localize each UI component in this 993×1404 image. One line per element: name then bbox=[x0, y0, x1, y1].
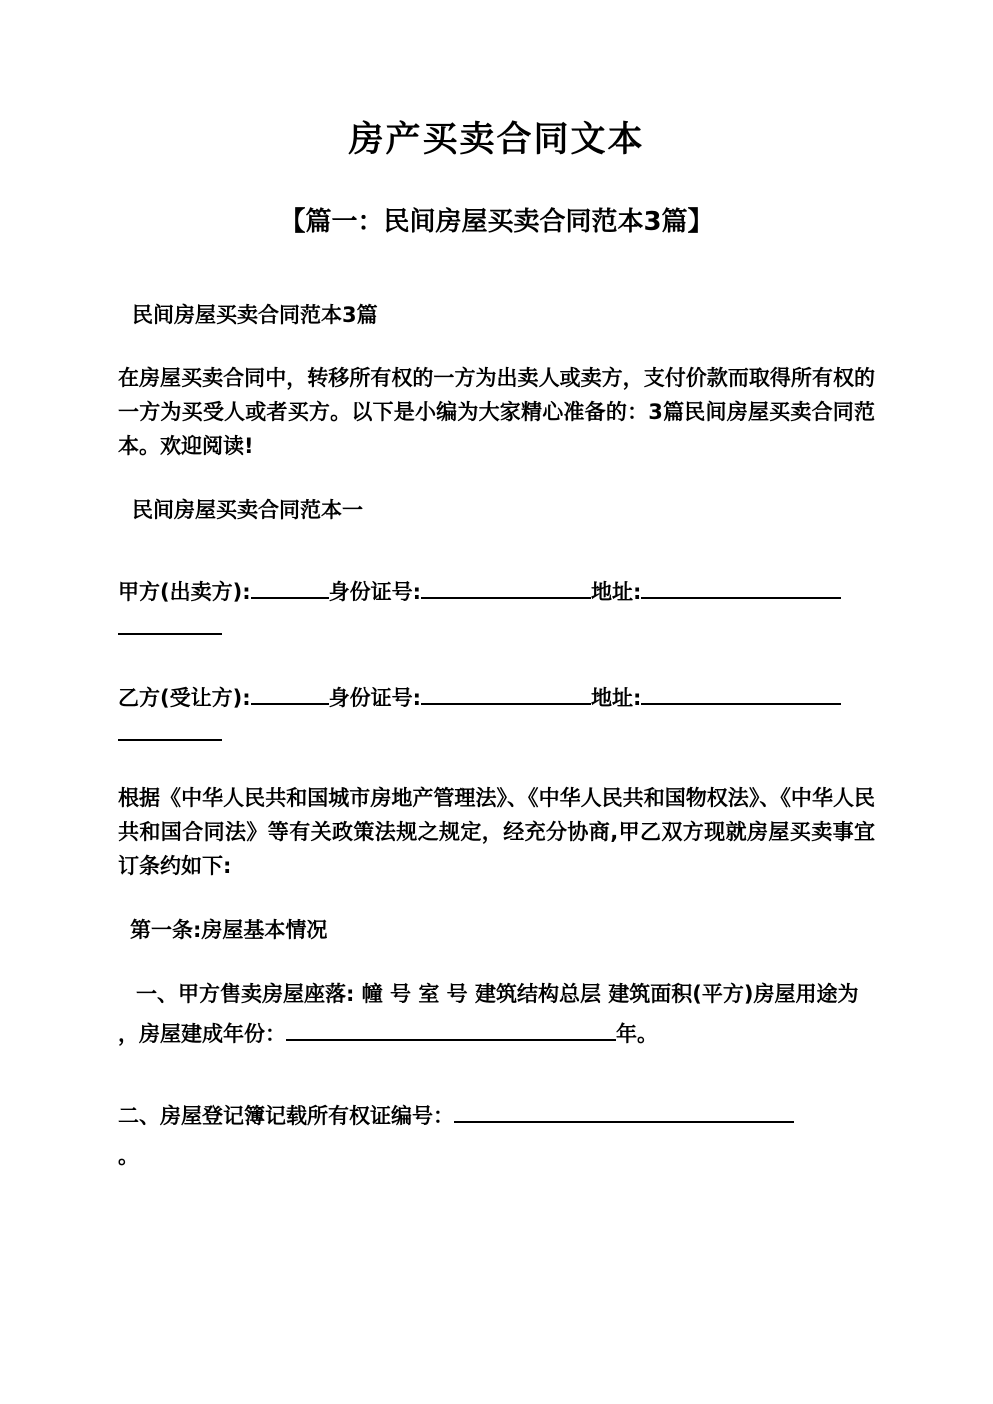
party-a-address-label: 地址: bbox=[591, 579, 642, 604]
party-b-address-blank-2 bbox=[118, 717, 222, 741]
party-a-address-blank bbox=[641, 575, 841, 599]
party-a-label: 甲方(出卖方): bbox=[118, 579, 251, 604]
party-a-name-blank bbox=[251, 575, 329, 599]
basis-paragraph: 根据《中华人民共和国城市房地产管理法》、《中华人民共和国物权法》、《中华人民共和国合同法》等有关政策法规之规定，经充分协商,甲乙双方现就房屋买卖事宜订条约如下: bbox=[118, 786, 875, 879]
sample-heading: 民间房屋买卖合同范本一 bbox=[132, 497, 363, 522]
party-a-address-blank-2 bbox=[118, 611, 222, 635]
party-a-line bbox=[118, 575, 875, 645]
party-b-id-blank bbox=[421, 681, 591, 705]
item-one-line-1: 一、甲方售卖房屋座落: 幢 号 室 号 建筑结构总层 建筑面积(平方)房屋用途为 bbox=[136, 982, 859, 1007]
party-b-name-blank bbox=[251, 681, 329, 705]
party-a-address-blank-wrap bbox=[118, 611, 875, 645]
article-one-heading: 第一条:房屋基本情况 bbox=[130, 918, 328, 943]
intro-paragraph: 在房屋买卖合同中，转移所有权的一方为出卖人或卖方，支付价款而取得所有权的一方为买受人或者买方。以下是小编为大家精心准备的：3篇民间房屋买卖合同范本。欢迎阅读! bbox=[118, 365, 875, 458]
party-a-id-blank bbox=[421, 575, 591, 599]
party-b-id-label: 身份证号: bbox=[328, 685, 421, 710]
section-heading: 民间房屋买卖合同范本3篇 bbox=[132, 303, 378, 328]
ownership-cert-blank bbox=[454, 1099, 794, 1123]
ownership-cert-label: 二、房屋登记簿记载所有权证编号： bbox=[118, 1104, 454, 1129]
party-b-address-label: 地址: bbox=[591, 685, 642, 710]
build-year-suffix: 年。 bbox=[616, 1022, 658, 1047]
item-one-line-2 bbox=[118, 1017, 875, 1051]
party-a-id-label: 身份证号: bbox=[328, 579, 421, 604]
item-two-suffix: 。 bbox=[118, 1144, 139, 1169]
page-title: 房产买卖合同文本 bbox=[348, 120, 645, 160]
item-two-line bbox=[118, 1099, 875, 1173]
build-year-label: ，房屋建成年份： bbox=[118, 1022, 286, 1047]
party-b-line bbox=[118, 681, 875, 751]
document-subtitle: 【篇一：民间房屋买卖合同范本3篇】 bbox=[279, 206, 714, 237]
party-b-address-blank bbox=[641, 681, 841, 705]
party-b-address-blank-wrap bbox=[118, 717, 875, 751]
party-b-label: 乙方(受让方): bbox=[118, 685, 251, 710]
build-year-blank bbox=[286, 1017, 616, 1041]
